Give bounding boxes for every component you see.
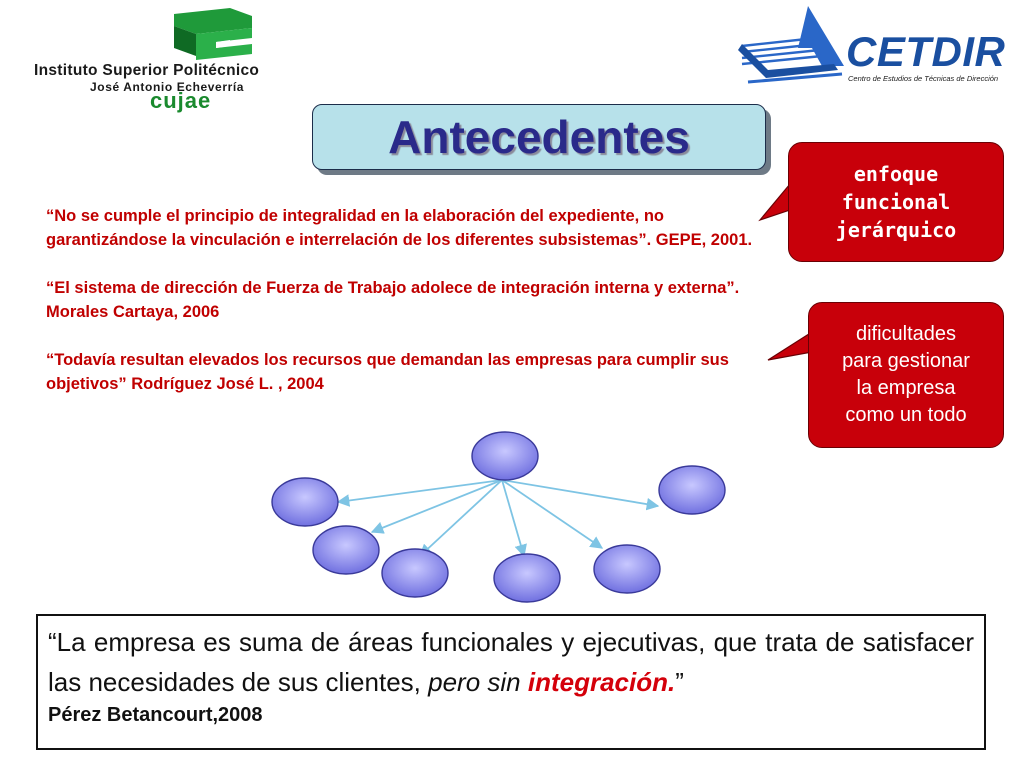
cujae-logo <box>32 8 372 113</box>
diagram-node <box>494 554 560 602</box>
bottom-quote-author: Pérez Betancourt,2008 <box>48 704 263 726</box>
diagram-node <box>594 545 660 593</box>
diagram-node-hub <box>472 432 538 480</box>
quotes-block <box>46 204 786 420</box>
quote-morales: “El sistema de dirección de Fuerza de Trabajo adolece de integración interna y externa”. Morales Cartaya, 2006 <box>46 279 740 321</box>
callout-enfoque <box>788 142 1004 262</box>
quote-rodriguez: “Todavía resultan elevados los recursos que demandan las empresas para cumplir sus objetivos” Rodríguez José L. , 2004 <box>46 351 729 393</box>
cujae-line1: Instituto Superior Politécnico <box>34 62 260 79</box>
callout-1-line: jerárquico <box>835 218 957 242</box>
diagram-node <box>313 526 379 574</box>
cetdir-subtitle: Centro de Estudios de Técnicas de Dirección <box>848 74 999 83</box>
bottom-quote-highlight: integración. <box>527 667 676 697</box>
title-box <box>312 104 766 170</box>
bottom-quote-part1: “La empresa es suma de áreas funcionales y ejecutivas, que trata de satisfacer las necesidades de sus clientes, <box>48 627 974 697</box>
callout-2-line: para gestionar <box>842 350 970 372</box>
diagram-arrow <box>338 480 502 502</box>
diagram-node <box>272 478 338 526</box>
hub-diagram <box>262 428 732 606</box>
diagram-arrow <box>502 480 602 548</box>
diagram-arrow <box>502 480 524 556</box>
callout-2-line: como un todo <box>845 404 967 426</box>
callout-1-line: enfoque <box>853 162 939 186</box>
cujae-line3: cujae <box>150 88 212 113</box>
quote-gepe: “No se cumple el principio de integralidad en la elaboración del expediente, no garantizándose la vinculación e interrelación de los diferentes subsistemas”. GEPE, 2001. <box>46 207 753 249</box>
cujae-line2: José Antonio Echeverría <box>90 80 245 94</box>
callout-2-line: la empresa <box>856 377 956 399</box>
callout-dificultades <box>808 302 1004 448</box>
callout-1-line: funcional <box>841 190 951 214</box>
cetdir-logo <box>738 4 1018 88</box>
diagram-node <box>382 549 448 597</box>
diagram-node <box>659 466 725 514</box>
callout-2-line: dificultades <box>855 323 957 345</box>
diagram-arrow <box>372 480 502 532</box>
diagram-arrow <box>420 480 502 556</box>
diagram-arrow <box>502 480 658 506</box>
page-title: Antecedentes <box>388 111 690 163</box>
bottom-quote-text <box>48 622 974 702</box>
cetdir-logo-mark-icon <box>738 4 846 84</box>
bottom-quote-box <box>36 614 986 750</box>
cetdir-wordmark: CETDIR <box>846 28 1006 75</box>
bottom-quote-closing: ” <box>675 667 684 697</box>
bottom-quote-italic: pero sin <box>428 667 528 697</box>
cujae-logo-mark-icon <box>152 8 262 68</box>
